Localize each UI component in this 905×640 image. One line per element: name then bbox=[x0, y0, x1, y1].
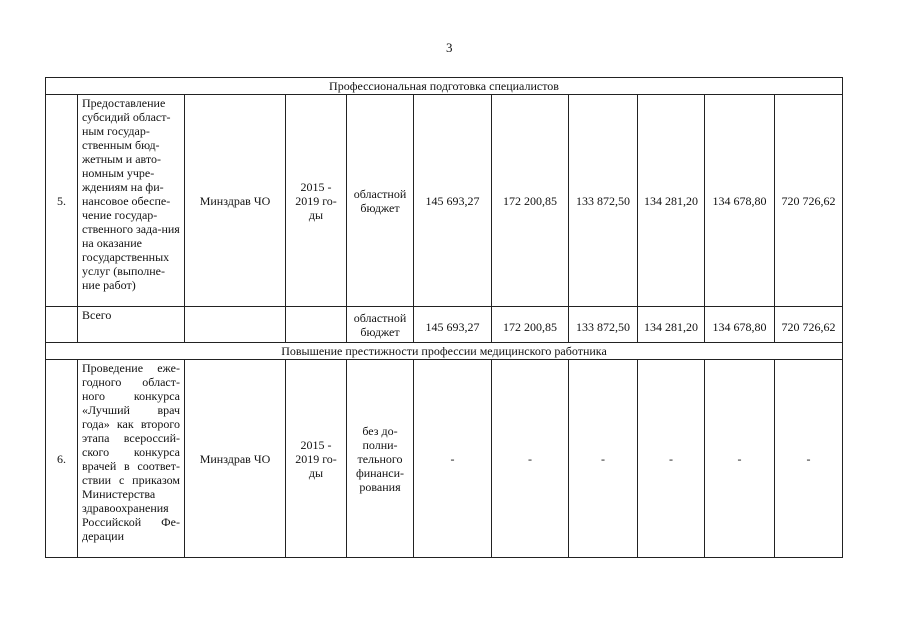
amount-total: 720 726,62 bbox=[775, 95, 843, 307]
table-row bbox=[46, 95, 843, 307]
table-row bbox=[46, 360, 843, 558]
total-2019: 134 678,80 bbox=[705, 307, 775, 343]
total-2017: 133 872,50 bbox=[569, 307, 638, 343]
empty-cell bbox=[46, 307, 78, 343]
executor-cell: Минздрав ЧО bbox=[185, 95, 286, 307]
section-title-training: Профессиональная подготовка специалистов bbox=[46, 78, 843, 95]
total-2018: 134 281,20 bbox=[638, 307, 705, 343]
period-cell: 2015 - 2019 го-ды bbox=[286, 95, 347, 307]
program-table bbox=[45, 77, 843, 558]
total-2016: 172 200,85 bbox=[492, 307, 569, 343]
page-number: 3 bbox=[446, 40, 453, 55]
section-header-row bbox=[46, 78, 843, 95]
amount-2017: - bbox=[569, 360, 638, 558]
total-row bbox=[46, 307, 843, 343]
section-title-prestige: Повышение престижности профессии медицинского работника bbox=[46, 343, 843, 360]
amount-2019: - bbox=[705, 360, 775, 558]
row-number: 5. bbox=[46, 95, 78, 307]
amount-2015: - bbox=[414, 360, 492, 558]
amount-2018: - bbox=[638, 360, 705, 558]
measure-description: Предоставление субсидий област-ным государ-ственным бюд-жетным и авто-номным учре-ждениям на фи-нансовое обеспе-чение государ-ственного зада-ния на оказание государственных услуг (выполне-ние работ) bbox=[78, 95, 185, 307]
amount-2015: 145 693,27 bbox=[414, 95, 492, 307]
empty-cell bbox=[286, 307, 347, 343]
amount-2019: 134 678,80 bbox=[705, 95, 775, 307]
empty-cell bbox=[185, 307, 286, 343]
total-2015: 145 693,27 bbox=[414, 307, 492, 343]
funding-source-cell: областной бюджет bbox=[347, 307, 414, 343]
amount-total: - bbox=[775, 360, 843, 558]
amount-2016: 172 200,85 bbox=[492, 95, 569, 307]
funding-source-cell: без до-полни-тельного финанси-рования bbox=[347, 360, 414, 558]
executor-cell: Минздрав ЧО bbox=[185, 360, 286, 558]
amount-2017: 133 872,50 bbox=[569, 95, 638, 307]
measure-description: Проведение еже-годного област-ного конкурса «Лучший врач года» как второго этапа всероссий-ского конкурса врачей в соответ-ствии с приказом Министерства здравоохранения Российской Фе-дерации bbox=[78, 360, 185, 558]
total-sum: 720 726,62 bbox=[775, 307, 843, 343]
section-header-row bbox=[46, 343, 843, 360]
amount-2016: - bbox=[492, 360, 569, 558]
funding-source-cell: областной бюджет bbox=[347, 95, 414, 307]
row-number: 6. bbox=[46, 360, 78, 558]
total-label: Всего bbox=[78, 307, 185, 343]
period-cell: 2015 - 2019 го-ды bbox=[286, 360, 347, 558]
amount-2018: 134 281,20 bbox=[638, 95, 705, 307]
